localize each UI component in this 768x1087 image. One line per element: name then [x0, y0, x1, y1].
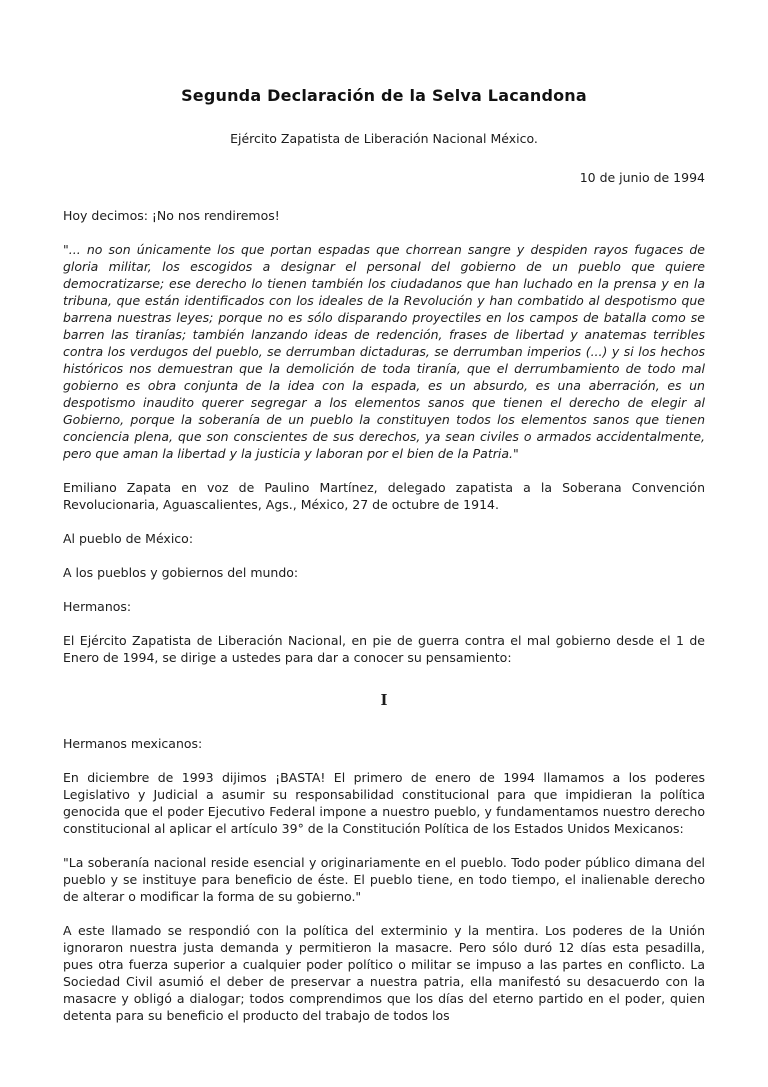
paragraph: El Ejército Zapatista de Liberación Nacional, en pie de guerra contra el mal gobierno desde el 1 de Enero de 1994, se dirige a ustedes para dar a conocer su pensamiento: [63, 633, 705, 665]
document-subtitle: Ejército Zapatista de Liberación Nacional México. [230, 131, 538, 146]
paragraph: Al pueblo de México: [63, 531, 194, 546]
paragraph: Hermanos mexicanos: [63, 736, 203, 751]
paragraph: Emiliano Zapata en voz de Paulino Martínez, delegado zapatista a la Soberana Convención Revolucionaria, Aguascalientes, Ags., México, 27 de octubre de 1914. [63, 480, 705, 512]
paragraph: "... no son únicamente los que portan espadas que chorrean sangre y despiden rayos fugaces de gloria militar, los escogidos a designar el personal del gobierno de un pueblo que quiere democratizarse; ese derecho lo tienen también los ciudadanos que han luchado en la prensa y en la tribuna, que están identificados con los ideales de la Revolución y han combatido al despotismo que barrena nuestras leyes; porque no es sólo disparando proyectiles en los campos de batalla como se barren las tiranías; también lanzando ideas de redención, frases de libertad y anatemas terribles contra los verdugos del pueblo, se derrumban dictaduras, se derrumban imperios (...) y si los hechos históricos nos demuestran que la demolición de toda tiranía, que el derrumbamiento de todo mal gobierno es obra conjunta de la idea con la espada, es un absurdo, es una aberración, es un despotismo inaudito querer segregar a los elementos sanos que tienen el derecho de elegir al Gobierno, porque la soberanía de un pueblo la constituyen todos los elementos sanos que tienen conciencia plena, que son conscientes de sus derechos, ya sean civiles o armados accidentalmente, pero que aman la libertad y la justicia y laboran por el bien de la Patria." [63, 242, 705, 461]
paragraph: A los pueblos y gobiernos del mundo: [63, 565, 299, 580]
document-body [63, 207, 705, 1024]
document-date: 10 de junio de 1994 [579, 170, 705, 185]
paragraph: Hoy decimos: ¡No nos rendiremos! [63, 208, 280, 223]
document-title: Segunda Declaración de la Selva Lacandona [181, 86, 587, 105]
paragraph: A este llamado se respondió con la política del exterminio y la mentira. Los poderes de la Unión ignoraron nuestra justa demanda y permitieron la masacre. Pero sólo duró 12 días esta pesadilla, pues otra fuerza superior a cualquier poder político o militar se impuso a las partes en conflicto. La Sociedad Civil asumió el deber de preservar a nuestra patria, ella manifestó su desacuerdo con la masacre y obligó a dialogar; todos comprendimos que los días del eterno partido en el poder, quien detenta para su beneficio el producto del trabajo de todos los [63, 923, 705, 1023]
paragraph: "La soberanía nacional reside esencial y originariamente en el pueblo. Todo poder público dimana del pueblo y se instituye para beneficio de éste. El pueblo tiene, en todo tiempo, el inalienable derecho de alterar o modificar la forma de su gobierno." [63, 855, 705, 904]
section-numeral: I [380, 692, 388, 709]
paragraph: Hermanos: [63, 599, 132, 614]
paragraph: En diciembre de 1993 dijimos ¡BASTA! El primero de enero de 1994 llamamos a los poderes Legislativo y Judicial a asumir su responsabilidad constitucional para que impidieran la política genocida que el poder Ejecutivo Federal impone a nuestro pueblo, y fundamentamos nuestro derecho constitucional al aplicar el artículo 39° de la Constitución Política de los Estados Unidos Mexicanos: [63, 770, 705, 836]
